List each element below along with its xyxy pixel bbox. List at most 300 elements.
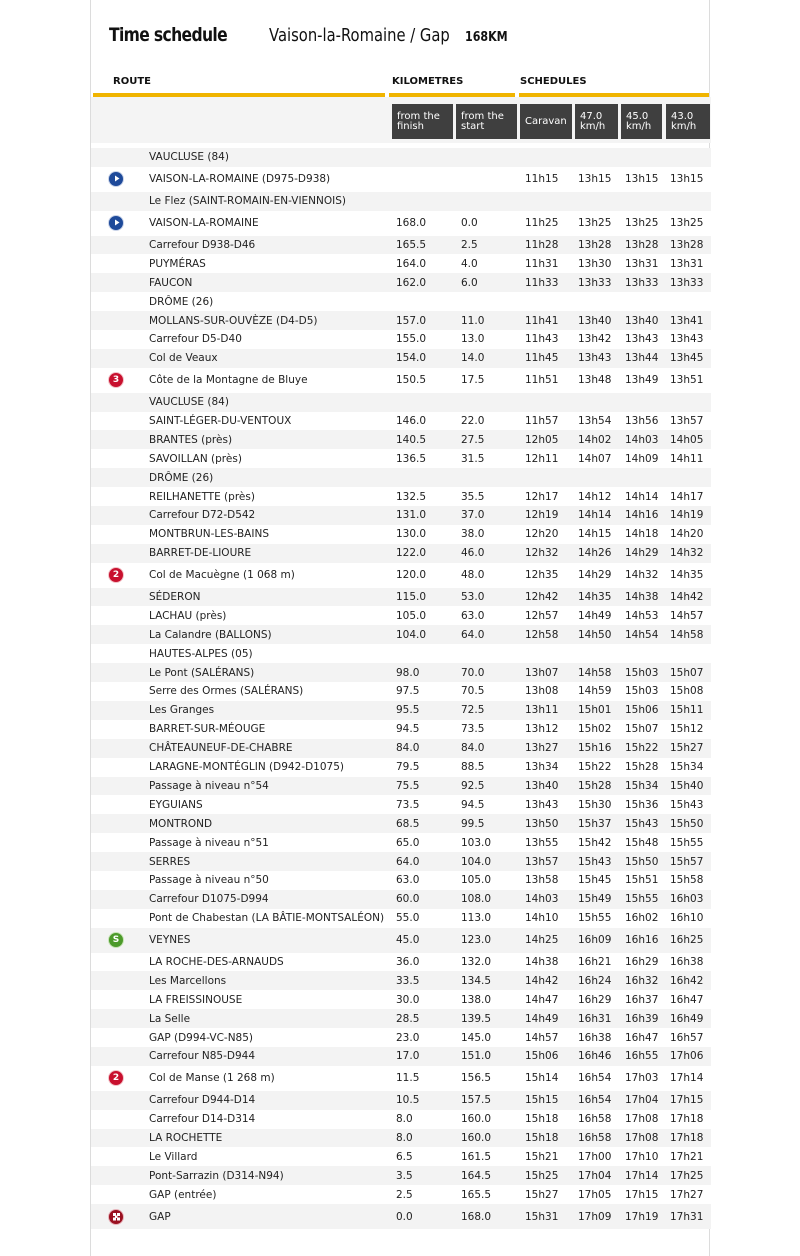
time-45: 17h15 <box>625 1188 659 1201</box>
km-from-finish: 136.5 <box>396 452 427 465</box>
location-name: VAISON-LA-ROMAINE (D975-D938) <box>149 173 331 186</box>
table-row <box>91 292 711 311</box>
time-45: 15h36 <box>625 798 659 811</box>
time-43: 13h31 <box>670 257 704 270</box>
time-45: 17h19 <box>625 1210 659 1223</box>
header-speed-47: 47.0 km/h <box>575 104 618 139</box>
km-from-start: 64.0 <box>461 628 485 641</box>
km-from-start: 73.5 <box>461 723 485 736</box>
time-43: 14h32 <box>670 547 704 560</box>
km-from-finish: 64.0 <box>396 855 420 868</box>
km-from-start: 161.5 <box>461 1150 492 1163</box>
location-name: DRÔME (26) <box>149 471 214 484</box>
km-from-finish: 28.5 <box>396 1012 420 1025</box>
time-47: 15h30 <box>578 798 612 811</box>
km-from-finish: 130.0 <box>396 528 427 541</box>
km-from-finish: 115.0 <box>396 591 427 604</box>
time-43: 14h42 <box>670 591 704 604</box>
km-from-start: 156.5 <box>461 1072 492 1085</box>
header-speed-45: 45.0 km/h <box>621 104 662 139</box>
km-from-start: 70.0 <box>461 666 485 679</box>
location-name: Carrefour N85-D944 <box>149 1050 256 1063</box>
time-47: 15h55 <box>578 912 612 925</box>
time-47: 17h00 <box>578 1150 612 1163</box>
table-row <box>91 273 711 292</box>
time-47: 15h42 <box>578 836 612 849</box>
time-43: 14h11 <box>670 452 704 465</box>
km-from-start: 6.0 <box>461 276 478 289</box>
location-name: Pont de Chabestan (LA BÂTIE-MONTSALÉON) <box>149 912 385 925</box>
time-43: 17h15 <box>670 1094 704 1107</box>
km-from-finish: 122.0 <box>396 547 427 560</box>
schedules-column-header: SCHEDULES <box>520 76 587 87</box>
time-caravan: 14h10 <box>525 912 559 925</box>
location-name: Carrefour D1075-D994 <box>149 893 269 906</box>
start-icon <box>108 171 124 187</box>
km-from-finish: 23.0 <box>396 1031 420 1044</box>
location-name: SAVOILLAN (près) <box>149 452 242 465</box>
km-from-start: 113.0 <box>461 912 492 925</box>
time-caravan: 13h27 <box>525 742 559 755</box>
time-45: 17h14 <box>625 1169 659 1182</box>
km-from-finish: 165.5 <box>396 239 427 251</box>
km-from-start: 84.0 <box>461 742 485 755</box>
location-name: Carrefour D938-D46 <box>149 239 256 251</box>
time-43: 16h03 <box>670 893 704 906</box>
time-45: 14h53 <box>625 609 659 622</box>
time-caravan: 15h31 <box>525 1210 559 1223</box>
time-43: 15h40 <box>670 779 704 792</box>
km-from-start: 157.5 <box>461 1094 492 1107</box>
table-row <box>91 1047 711 1066</box>
km-from-finish: 73.5 <box>396 798 420 811</box>
time-43: 14h19 <box>670 509 704 522</box>
km-from-finish: 95.5 <box>396 704 420 717</box>
time-43: 14h20 <box>670 528 704 541</box>
table-row <box>91 720 711 739</box>
time-caravan: 13h08 <box>525 685 559 698</box>
location-name: SERRES <box>149 855 191 868</box>
time-43: 17h27 <box>670 1188 704 1201</box>
table-row <box>91 971 711 990</box>
time-43: 14h57 <box>670 609 704 622</box>
km-from-start: 22.0 <box>461 415 485 428</box>
location-name: Passage à niveau n°50 <box>149 874 269 887</box>
time-43: 13h41 <box>670 314 704 327</box>
location-name: Col de Veaux <box>149 352 218 365</box>
time-43: 17h18 <box>670 1131 704 1144</box>
location-name: VAUCLUSE (84) <box>149 396 229 409</box>
table-row <box>91 852 711 871</box>
km-from-finish: 140.5 <box>396 433 427 446</box>
time-47: 14h59 <box>578 685 612 698</box>
location-name: PUYMÉRAS <box>149 257 206 270</box>
time-47: 14h02 <box>578 433 612 446</box>
km-from-start: 35.5 <box>461 490 485 503</box>
time-caravan: 12h17 <box>525 490 559 503</box>
location-name: MONTROND <box>149 817 213 830</box>
location-name: Pont-Sarrazin (D314-N94) <box>149 1169 284 1182</box>
km-from-start: 27.5 <box>461 433 485 446</box>
time-45: 13h44 <box>625 352 659 365</box>
time-43: 17h21 <box>670 1150 704 1163</box>
km-from-start: 139.5 <box>461 1012 492 1025</box>
table-row <box>91 449 711 468</box>
km-from-start: 145.0 <box>461 1031 492 1044</box>
finish-flag-icon <box>108 1209 124 1225</box>
time-caravan: 11h31 <box>525 257 559 270</box>
time-45: 13h28 <box>625 239 659 251</box>
km-from-finish: 8.0 <box>396 1113 413 1126</box>
location-name: LACHAU (près) <box>149 609 227 622</box>
table-row <box>91 1185 711 1204</box>
time-caravan: 14h47 <box>525 993 559 1006</box>
time-45: 17h08 <box>625 1131 659 1144</box>
table-row <box>91 311 711 330</box>
km-from-start: 13.0 <box>461 333 485 346</box>
time-caravan: 11h15 <box>525 173 559 186</box>
km-from-start: 108.0 <box>461 893 492 906</box>
time-43: 15h11 <box>670 704 704 717</box>
time-45: 15h03 <box>625 666 659 679</box>
icon-label: 2 <box>112 1073 120 1084</box>
location-name: HAUTES-ALPES (05) <box>149 647 253 660</box>
time-43: 13h15 <box>670 173 704 186</box>
km-from-start: 14.0 <box>461 352 485 365</box>
table-row <box>91 487 711 506</box>
time-caravan: 11h33 <box>525 276 559 289</box>
time-47: 16h38 <box>578 1031 612 1044</box>
time-43: 13h57 <box>670 415 704 428</box>
route-column-header: ROUTE <box>113 76 151 87</box>
table-row <box>91 1147 711 1166</box>
time-47: 13h54 <box>578 415 612 428</box>
location-name: DRÔME (26) <box>149 295 214 308</box>
time-47: 14h58 <box>578 666 612 679</box>
time-47: 13h33 <box>578 276 612 289</box>
location-name: MONTBRUN-LES-BAINS <box>149 528 269 541</box>
location-name: BARRET-SUR-MÉOUGE <box>149 723 266 736</box>
time-43: 14h35 <box>670 569 704 582</box>
time-43: 15h55 <box>670 836 704 849</box>
location-name: Passage à niveau n°51 <box>149 836 269 849</box>
km-from-start: 123.0 <box>461 934 492 947</box>
km-from-finish: 55.0 <box>396 912 420 925</box>
table-row <box>91 211 711 236</box>
table-row <box>91 330 711 349</box>
km-from-finish: 97.5 <box>396 685 420 698</box>
table-row <box>91 254 711 273</box>
time-43: 14h58 <box>670 628 704 641</box>
km-from-start: 168.0 <box>461 1210 492 1223</box>
time-45: 13h25 <box>625 217 659 230</box>
time-43: 15h34 <box>670 761 704 774</box>
time-caravan: 11h28 <box>525 239 559 251</box>
km-from-finish: 162.0 <box>396 276 427 289</box>
km-from-finish: 94.5 <box>396 723 420 736</box>
km-from-finish: 84.0 <box>396 742 420 755</box>
time-45: 15h07 <box>625 723 659 736</box>
km-from-finish: 146.0 <box>396 415 427 428</box>
location-name: LA ROCHETTE <box>149 1131 223 1144</box>
km-from-start: 38.0 <box>461 528 485 541</box>
time-45: 15h50 <box>625 855 659 868</box>
time-caravan: 13h43 <box>525 798 559 811</box>
time-caravan: 11h45 <box>525 352 559 365</box>
time-caravan: 14h42 <box>525 974 559 987</box>
location-name: Le Pont (SALÉRANS) <box>149 666 255 679</box>
km-from-start: 104.0 <box>461 855 492 868</box>
table-row <box>91 928 711 953</box>
km-from-finish: 17.0 <box>396 1050 420 1063</box>
time-45: 14h38 <box>625 591 659 604</box>
time-47: 15h45 <box>578 874 612 887</box>
time-45: 14h09 <box>625 452 659 465</box>
time-45: 16h29 <box>625 955 659 968</box>
table-row <box>91 1166 711 1185</box>
time-47: 15h28 <box>578 779 612 792</box>
time-43: 16h57 <box>670 1031 704 1044</box>
table-row <box>91 1091 711 1110</box>
time-caravan: 13h40 <box>525 779 559 792</box>
km-from-finish: 8.0 <box>396 1131 413 1144</box>
time-caravan: 11h51 <box>525 374 559 387</box>
location-name: La Calandre (BALLONS) <box>149 628 272 641</box>
table-row <box>91 909 711 928</box>
sprint-icon <box>108 932 124 948</box>
time-45: 14h32 <box>625 569 659 582</box>
table-row <box>91 1129 711 1148</box>
schedule-panel <box>90 0 710 1256</box>
location-name: EYGUIANS <box>149 798 203 811</box>
km-from-finish: 105.0 <box>396 609 427 622</box>
km-from-finish: 164.0 <box>396 257 427 270</box>
kilometres-column-header: KILOMETRES <box>392 76 464 87</box>
time-47: 14h15 <box>578 528 612 541</box>
km-from-finish: 120.0 <box>396 569 427 582</box>
table-row <box>91 990 711 1009</box>
time-45: 15h28 <box>625 761 659 774</box>
time-47: 13h42 <box>578 333 612 346</box>
km-from-finish: 79.5 <box>396 761 420 774</box>
location-name: Serre des Ormes (SALÉRANS) <box>149 685 304 698</box>
time-43: 17h31 <box>670 1210 704 1223</box>
time-45: 13h15 <box>625 173 659 186</box>
time-47: 17h05 <box>578 1188 612 1201</box>
time-43: 16h47 <box>670 993 704 1006</box>
time-caravan: 13h57 <box>525 855 559 868</box>
time-45: 13h40 <box>625 314 659 327</box>
time-caravan: 15h27 <box>525 1188 559 1201</box>
time-caravan: 12h11 <box>525 452 559 465</box>
time-45: 16h55 <box>625 1050 659 1063</box>
schedule-table <box>91 148 711 1229</box>
km-from-start: 103.0 <box>461 836 492 849</box>
time-45: 17h03 <box>625 1072 659 1085</box>
time-caravan: 15h18 <box>525 1131 559 1144</box>
table-row <box>91 1110 711 1129</box>
time-47: 13h48 <box>578 374 612 387</box>
km-from-start: 11.0 <box>461 314 485 327</box>
km-from-finish: 63.0 <box>396 874 420 887</box>
time-caravan: 14h49 <box>525 1012 559 1025</box>
time-47: 16h09 <box>578 934 612 947</box>
time-45: 13h43 <box>625 333 659 346</box>
km-from-start: 92.5 <box>461 779 485 792</box>
location-name: GAP (entrée) <box>149 1188 217 1201</box>
km-from-finish: 36.0 <box>396 955 420 968</box>
table-row <box>91 644 711 663</box>
km-from-start: 165.5 <box>461 1188 492 1201</box>
km-from-finish: 65.0 <box>396 836 420 849</box>
location-name: Le Villard <box>149 1150 198 1163</box>
km-from-start: 88.5 <box>461 761 485 774</box>
time-45: 15h22 <box>625 742 659 755</box>
time-43: 16h10 <box>670 912 704 925</box>
km-from-finish: 75.5 <box>396 779 420 792</box>
location-name: Le Flez (SAINT-ROMAIN-EN-VIENNOIS) <box>149 195 347 208</box>
km-from-start: 132.0 <box>461 955 492 968</box>
km-from-finish: 131.0 <box>396 509 427 522</box>
km-from-finish: 2.5 <box>396 1188 413 1201</box>
time-47: 14h07 <box>578 452 612 465</box>
time-47: 16h46 <box>578 1050 612 1063</box>
time-47: 15h37 <box>578 817 612 830</box>
location-name: GAP (D994-VC-N85) <box>149 1031 254 1044</box>
table-row <box>91 795 711 814</box>
km-from-finish: 6.5 <box>396 1150 413 1163</box>
table-row <box>91 167 711 192</box>
time-caravan: 13h34 <box>525 761 559 774</box>
location-name: FAUCON <box>149 276 193 289</box>
time-47: 13h15 <box>578 173 612 186</box>
time-caravan: 13h50 <box>525 817 559 830</box>
time-45: 16h32 <box>625 974 659 987</box>
table-row <box>91 506 711 525</box>
location-name: BRANTES (près) <box>149 433 233 446</box>
distance-label: 168KM <box>465 30 508 45</box>
km-from-finish: 168.0 <box>396 217 427 230</box>
time-43: 15h58 <box>670 874 704 887</box>
location-name: LA FREISSINOUSE <box>149 993 243 1006</box>
time-caravan: 13h07 <box>525 666 559 679</box>
time-45: 17h04 <box>625 1094 659 1107</box>
time-47: 14h14 <box>578 509 612 522</box>
table-row <box>91 236 711 255</box>
table-row <box>91 368 711 393</box>
time-caravan: 13h12 <box>525 723 559 736</box>
time-47: 16h54 <box>578 1072 612 1085</box>
location-name: Passage à niveau n°54 <box>149 779 269 792</box>
table-row <box>91 890 711 909</box>
location-name: Les Granges <box>149 704 215 717</box>
time-caravan: 12h05 <box>525 433 559 446</box>
time-47: 14h29 <box>578 569 612 582</box>
location-name: SÉDERON <box>149 591 201 604</box>
time-47: 15h43 <box>578 855 612 868</box>
km-from-finish: 45.0 <box>396 934 420 947</box>
time-43: 15h57 <box>670 855 704 868</box>
km-from-finish: 30.0 <box>396 993 420 1006</box>
time-45: 13h49 <box>625 374 659 387</box>
time-43: 13h45 <box>670 352 704 365</box>
time-caravan: 15h15 <box>525 1094 559 1107</box>
location-name: Carrefour D14-D314 <box>149 1113 256 1126</box>
time-caravan: 15h14 <box>525 1072 559 1085</box>
time-43: 13h28 <box>670 239 704 251</box>
header-from-start: from the start <box>456 104 517 139</box>
location-name: Carrefour D5-D40 <box>149 333 242 346</box>
time-caravan: 11h43 <box>525 333 559 346</box>
time-43: 14h05 <box>670 433 704 446</box>
time-45: 17h10 <box>625 1150 659 1163</box>
time-45: 15h48 <box>625 836 659 849</box>
time-45: 14h16 <box>625 509 659 522</box>
time-43: 15h12 <box>670 723 704 736</box>
time-caravan: 12h35 <box>525 569 559 582</box>
start-icon <box>108 215 124 231</box>
km-from-finish: 11.5 <box>396 1072 420 1085</box>
location-name: LARAGNE-MONTÉGLIN (D942-D1075) <box>149 761 344 774</box>
title-bar <box>109 24 508 46</box>
table-row <box>91 871 711 890</box>
time-caravan: 12h57 <box>525 609 559 622</box>
time-caravan: 15h18 <box>525 1113 559 1126</box>
table-row <box>91 349 711 368</box>
km-from-start: 53.0 <box>461 591 485 604</box>
location-name: Les Marcellons <box>149 974 227 987</box>
time-caravan: 15h21 <box>525 1150 559 1163</box>
icon-label: S <box>112 935 120 946</box>
km-from-start: 72.5 <box>461 704 485 717</box>
table-row <box>91 625 711 644</box>
time-47: 15h01 <box>578 704 612 717</box>
time-45: 13h56 <box>625 415 659 428</box>
time-47: 14h26 <box>578 547 612 560</box>
time-caravan: 13h58 <box>525 874 559 887</box>
km-from-finish: 60.0 <box>396 893 420 906</box>
time-caravan: 11h25 <box>525 217 559 230</box>
location-name: LA ROCHE-DES-ARNAUDS <box>149 955 284 968</box>
time-caravan: 11h41 <box>525 314 559 327</box>
time-47: 16h21 <box>578 955 612 968</box>
table-row <box>91 1066 711 1091</box>
km-from-start: 2.5 <box>461 239 478 251</box>
time-47: 15h16 <box>578 742 612 755</box>
location-name: Col de Manse (1 268 m) <box>149 1072 275 1085</box>
time-caravan: 12h32 <box>525 547 559 560</box>
time-43: 15h50 <box>670 817 704 830</box>
km-from-start: 4.0 <box>461 257 478 270</box>
time-caravan: 14h38 <box>525 955 559 968</box>
icon-label: 3 <box>112 375 120 386</box>
km-from-start: 160.0 <box>461 1113 492 1126</box>
time-45: 13h31 <box>625 257 659 270</box>
header-caravan: Caravan <box>520 104 572 139</box>
km-from-finish: 3.5 <box>396 1169 413 1182</box>
time-45: 15h43 <box>625 817 659 830</box>
time-43: 17h14 <box>670 1072 704 1085</box>
time-43: 16h49 <box>670 1012 704 1025</box>
table-row <box>91 588 711 607</box>
time-47: 13h25 <box>578 217 612 230</box>
km-from-finish: 155.0 <box>396 333 427 346</box>
time-47: 16h31 <box>578 1012 612 1025</box>
route-title: Vaison-la-Romaine / Gap <box>269 25 450 46</box>
time-45: 16h37 <box>625 993 659 1006</box>
location-name: REILHANETTE (près) <box>149 490 255 503</box>
climb-category-icon <box>108 567 124 583</box>
